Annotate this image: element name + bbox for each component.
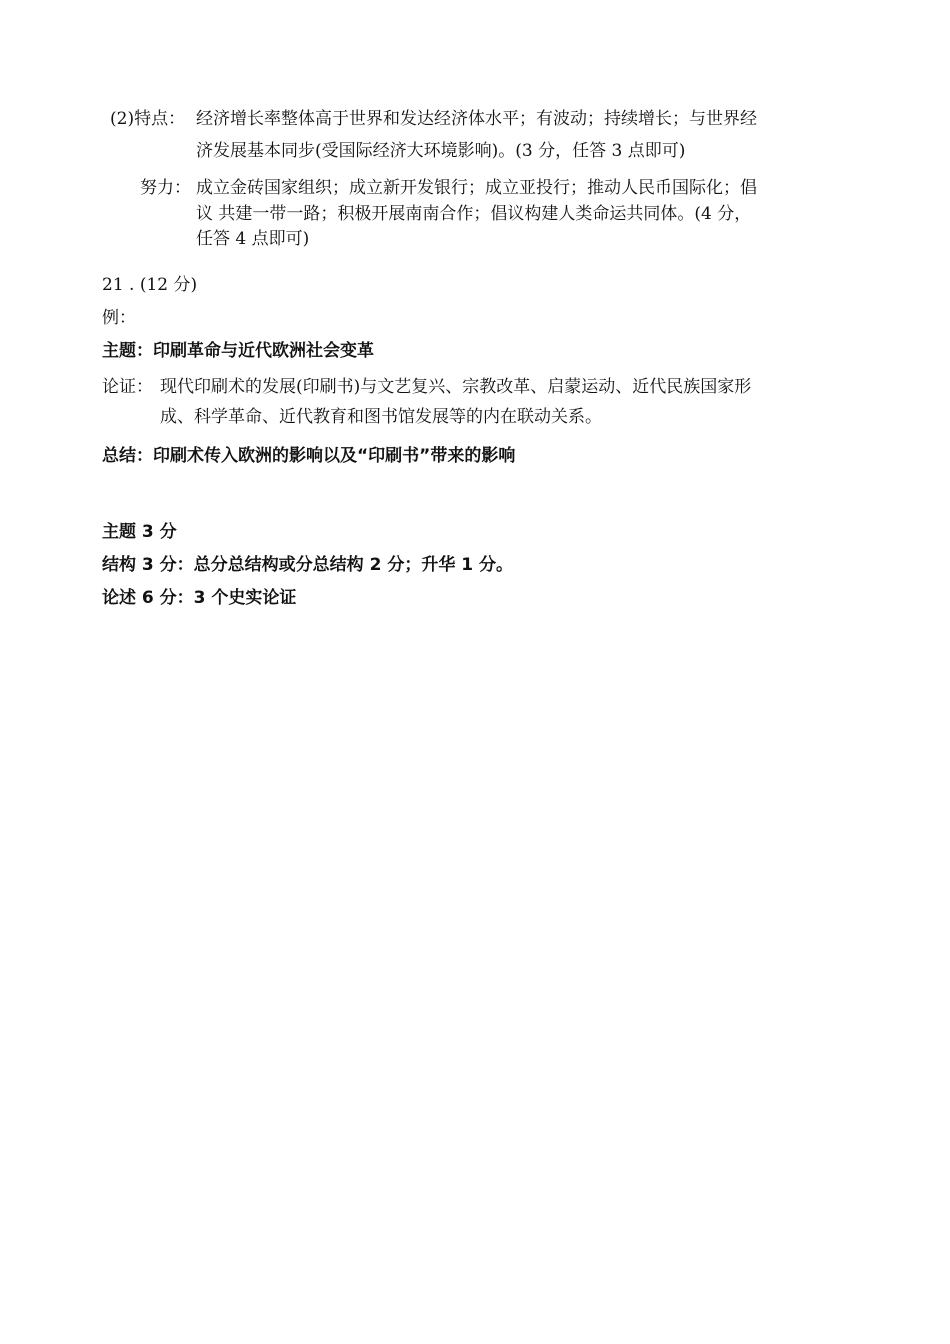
structure-score: 结构 3 分：总分总结构或分总结构 2 分；升华 1 分。 [102, 555, 513, 575]
theme-line: 主题：印刷革命与近代欧洲社会变革 [102, 341, 374, 361]
argument-label: 论证： [102, 377, 153, 397]
efforts-line-1: 成立金砖国家组织；成立新开发银行；成立亚投行；推动人民币国际化；倡 [196, 178, 757, 198]
efforts-line-3: 任答 4 点即可) [196, 229, 310, 249]
part2-label: (2)特点： [110, 109, 186, 129]
part2-line-1: 经济增长率整体高于世界和发达经济体水平；有波动；持续增长；与世界经 [196, 109, 757, 129]
argument-score: 论述 6 分：3 个史实论证 [102, 588, 297, 608]
efforts-line-2: 议 共建一带一路；积极开展南南合作；倡议构建人类命运共同体。(4 分， [196, 204, 752, 224]
argument-line-2: 成、科学革命、近代教育和图书馆发展等的内在联动关系。 [160, 407, 602, 427]
example-label: 例： [102, 308, 136, 328]
argument-line-1: 现代印刷术的发展(印刷书)与文艺复兴、宗教改革、启蒙运动、近代民族国家形 [160, 377, 752, 397]
summary-line: 总结：印刷术传入欧洲的影响以及“印刷书”带来的影响 [102, 446, 516, 466]
q21-heading: 21 . (12 分) [102, 275, 198, 295]
efforts-label: 努力： [140, 178, 191, 198]
part2-line-2: 济发展基本同步(受国际经济大环境影响)。(3 分，任答 3 点即可) [196, 141, 686, 161]
theme-score: 主题 3 分 [102, 522, 177, 542]
